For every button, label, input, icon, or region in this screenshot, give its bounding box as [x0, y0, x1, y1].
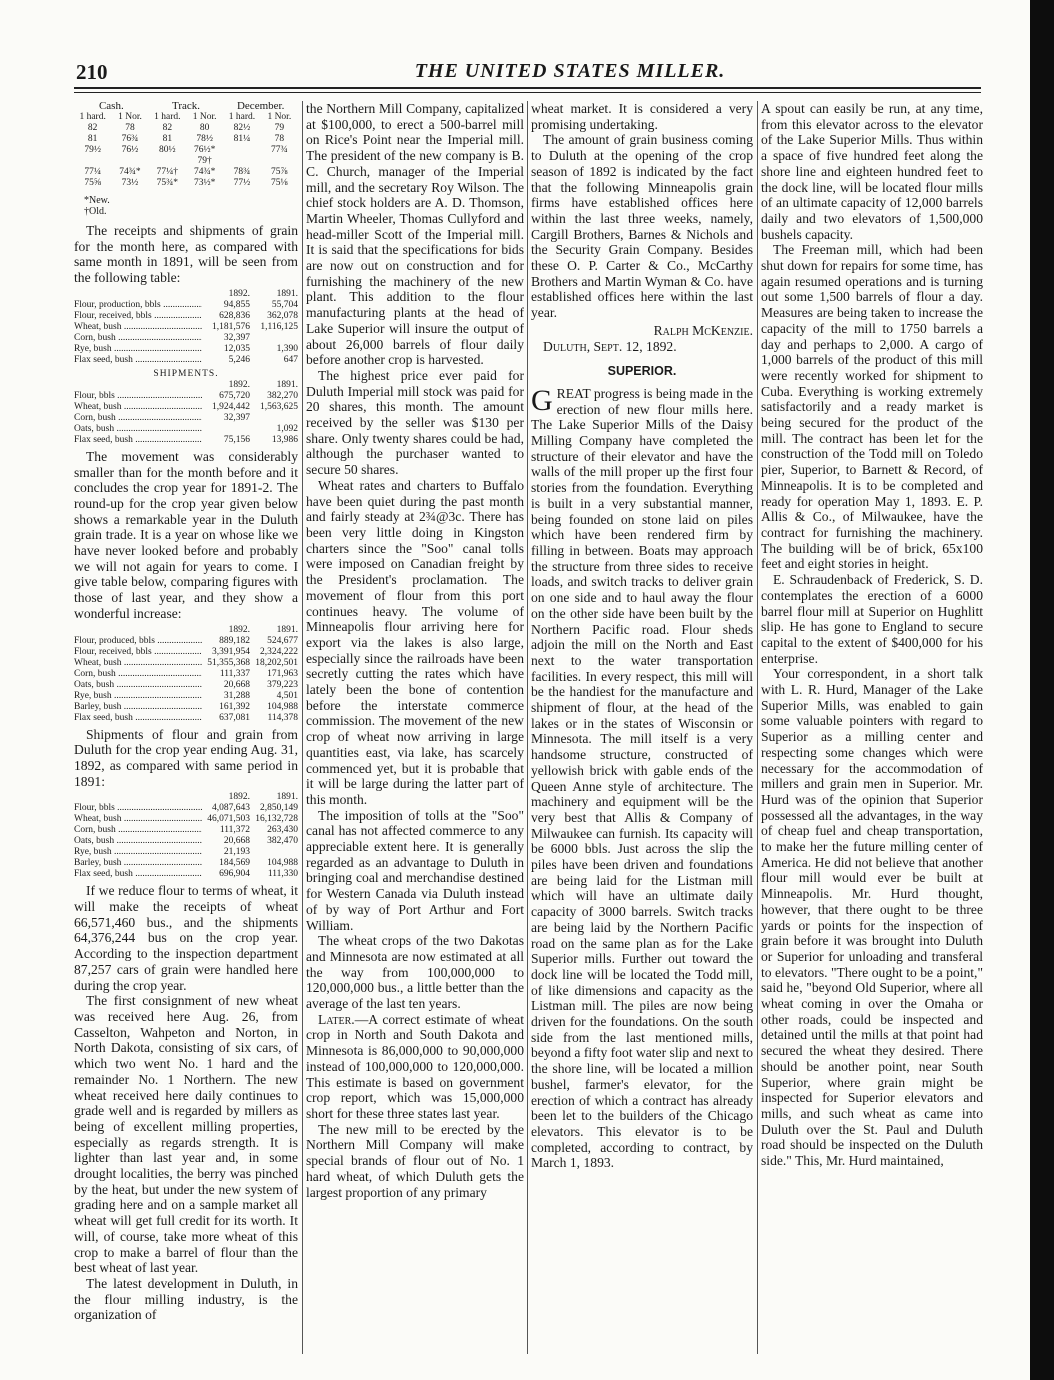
row-label: Oats, bush ..... [74, 424, 202, 435]
value-1892: 637,081 [219, 712, 250, 723]
section-title: SUPERIOR. [607, 364, 677, 379]
paragraph [306, 1012, 524, 1122]
row-label: Flax seed, bush ..... [74, 435, 202, 446]
row-label: Flax seed, bush ..... [74, 869, 202, 880]
price-cell: 78 [125, 123, 135, 133]
value-1892: 889,182 [219, 635, 250, 646]
dateline: Duluth, Sept. 12, 1892. [543, 338, 677, 354]
value-1891 [250, 333, 298, 344]
price-cell: 80 [199, 123, 210, 133]
value-1892: 94,855 [223, 299, 250, 310]
price-cell: 82 [162, 123, 173, 133]
table-row [74, 300, 298, 311]
column-divider [527, 101, 528, 1354]
paragraph: The highest price ever paid for Duluth Imperial mill stock was paid for 20 shares, this month. The amount received by the seller was $130 per share. Only twenty shares could be had, although the purchaser wanted to secure 50 shares. [306, 367, 524, 478]
column-2 [306, 101, 524, 1354]
value-1892: 1,924,442 [212, 401, 250, 412]
year-header: 1892. [228, 288, 250, 299]
value-1891: 111,330 [267, 869, 298, 880]
price-cell: 75⅝ [84, 178, 101, 188]
running-title: THE UNITED STATES MILLER. [414, 60, 726, 82]
paragraph: A spout can easily be run, at any time, from this elevator across to the elevator of the Lake Superior Mills. Thus within a space of five hundred feet along the shore line and eighteen hundred feet to the dock line, will be located flour mills of an ultimate capacity of 12,000 barrels daily and two elevators of 1,500,000 bushels capacity. [761, 101, 983, 242]
paragraph: the Northern Mill Company, capitalized at $100,000, to erect a 500-barrel mill on Rice's Point near the Imperial mill. The president of the new company is B. C. Church, manager of the Imperial mill, and the secretary Roy Wilson. The chief stock holders are A. D. Thomson, Martin Wheeler, Thomas Cullyford and head-miller Scott of the Imperial mill. It is said that the specifications for bids are now out on construction and for furnishing the machinery of the new plant. This addition to the flour manufacturing plants at the head of Lake Superior will insure the output of about 26,000 barrels of flour daily before another crop is harvested. [306, 101, 524, 368]
value-1892: 5,246 [228, 354, 250, 365]
row-label: Oats, bush ..... [74, 680, 202, 691]
price-subheader: 1 Nor. [118, 112, 142, 122]
row-label: Barley, bush ..... [74, 858, 202, 869]
price-subheader: 1 Nor. [192, 112, 217, 122]
price-cell [261, 156, 298, 167]
price-cell: 77½ [233, 178, 251, 188]
paragraph: The first consignment of new wheat was received here Aug. 26, from Casselton, Wahpeton and Norton, in North Dakota, consisting of six cars, of which two went No. 1 hard and the remainder No. 1 Northern. The new wheat received here daily continues to grade well and is regarded by millers as being of excellent milling properties, especially as regards strength. It is lighter than last year and, in some drought localities, the berry was pinched by the heat, but under the new system of grading here and on a sample market all wheat will get full credit for its worth. It will, of course, take more wheat of this crop to make a barrel of flour than the best wheat of last year. [74, 993, 298, 1276]
value-1892: 161,392 [219, 701, 250, 712]
value-1891: 104,988 [267, 858, 298, 869]
price-cell: 75⅞ [271, 167, 288, 177]
value-1891: 1,390 [276, 343, 298, 354]
price-cell: 74¾* [119, 167, 141, 177]
value-1891 [250, 413, 298, 424]
row-label: Wheat, bush ..... [74, 658, 202, 669]
row-label: Flour, production, bbls ..... [74, 300, 202, 311]
table-row [74, 814, 298, 825]
value-1891: 379,223 [267, 679, 298, 690]
value-1891: 1,563,625 [260, 401, 298, 412]
price-cell [74, 156, 111, 167]
value-1892: 3,391,954 [212, 646, 250, 657]
column-4 [761, 101, 983, 1354]
header-rule [74, 87, 981, 89]
header-rule-thin [74, 92, 981, 93]
price-cell: 76¾ [121, 134, 139, 144]
row-label: Oats, bush ..... [74, 836, 202, 847]
table-row [74, 658, 298, 669]
table-row [74, 402, 298, 413]
price-cell: 73½ [121, 178, 139, 188]
table-row [74, 847, 298, 858]
paragraph: The wheat crops of the two Dakotas and Minnesota are now estimated at all the way from 100,000,000 to 120,000,000 bus., a little better than the average of the last ten years. [306, 933, 524, 1012]
value-1892: 111,337 [219, 668, 250, 679]
row-label: Corn, bush ..... [74, 669, 202, 680]
value-1892: 628,836 [219, 310, 250, 321]
column-3 [531, 101, 753, 1354]
price-note: *New. [84, 195, 110, 206]
value-1892: 696,904 [219, 869, 250, 880]
price-cell: 78½ [196, 134, 213, 144]
value-1892: 31,288 [223, 690, 250, 701]
price-subheader: 1 Nor. [267, 112, 292, 122]
column-divider [757, 101, 758, 1354]
value-1891: 647 [283, 354, 298, 365]
row-label: Rye, bush ..... [74, 847, 202, 858]
row-label: Flour, bbls ..... [74, 391, 202, 402]
row-label: Flour, received, bbls ..... [74, 647, 202, 658]
value-1891: 55,704 [271, 299, 298, 310]
row-label: Barley, bush ..... [74, 702, 202, 713]
row-label: Flour, bbls ..... [74, 803, 202, 814]
paragraph [531, 383, 753, 1171]
table-row [74, 322, 298, 333]
table-row [74, 424, 298, 435]
price-cell: 81 [87, 134, 98, 144]
value-1891: 171,963 [267, 668, 298, 679]
table-row [74, 702, 298, 713]
row-label: Flax seed, bush ..... [74, 713, 202, 724]
row-label: Wheat, bush ..... [74, 814, 202, 825]
value-1891: 13,986 [271, 434, 298, 445]
value-1892: 20,668 [223, 836, 250, 847]
row-label: Flour, received, bbls ..... [74, 311, 202, 322]
table-row [74, 391, 298, 402]
value-1891: 382,270 [267, 390, 298, 401]
paragraph: The receipts and shipments of grain for the month here, as compared with same month in 1891, will be seen from the following table: [74, 223, 298, 286]
price-table-notes [84, 195, 298, 217]
value-1892: 75,156 [223, 434, 250, 445]
value-1892: 184,569 [219, 858, 250, 869]
value-1892: 20,668 [223, 679, 250, 690]
value-1892: 1,181,576 [212, 321, 250, 332]
year-header: 1891. [276, 288, 298, 299]
year-header: 1892. [228, 379, 250, 390]
price-cell [149, 156, 186, 167]
price-cell: 78¾ [233, 167, 251, 177]
crop-year-receipts-table [74, 625, 298, 724]
table-header [74, 289, 298, 300]
value-1892: 12,035 [223, 343, 250, 354]
paragraph: Wheat rates and charters to Buffalo have been quiet during the past month and fairly steady at 2¾@3c. There has been very little doing in Kingston charters since the "Soo" canal tolls were imposed on Canadian freight by the President's proclamation. The movement of flour from this port continues heavy. The volume of Minneapolis flour arriving here for export via the lakes is also large, especially since the railroads have been secretly cutting the rates which have lately been the bone of contention before the interstate commerce commission. The movement of the new crop of wheat now arriving in large quantities east, via lake, has scarcely commenced yet, but it is probable that it will be large during the latter part of this month. [306, 477, 524, 807]
value-1891: 1,116,125 [260, 321, 298, 332]
table-row [74, 344, 298, 355]
price-cell [111, 156, 148, 167]
price-cell: 73½* [193, 178, 216, 188]
price-table [74, 101, 298, 189]
receipts-table [74, 289, 298, 366]
price-subheader: 1 hard. [228, 112, 256, 122]
value-1891: 382,470 [267, 836, 298, 847]
price-cell: 77¼ [84, 167, 101, 177]
table-row [74, 869, 298, 880]
table-row [74, 636, 298, 647]
paragraph: The new mill to be erected by the Northern Mill Company will make special brands of flour out of No. 1 hard wheat, of which Duluth gets the largest proportion of any primary [306, 1121, 524, 1200]
value-1892: 4,087,643 [212, 803, 250, 814]
value-1891: 362,078 [267, 310, 298, 321]
price-cell: 80½ [159, 145, 176, 155]
value-1891: 114,378 [267, 712, 298, 723]
price-cell: 75⅛ [271, 178, 288, 188]
paragraph: wheat market. It is considered a very promising undertaking. [531, 101, 753, 132]
table-row [74, 858, 298, 869]
price-cell: 78 [274, 134, 285, 144]
superior-text: REAT progress is being made in the erection of new flour mills here. The Lake Superior Mills of the Daisy Milling Company have completed the structure of their elevator and have the walls of the mill proper up the first four stories from the foundation. Everything is built in a very substantial manner, being founded on stone laid on piles which have been rendered firm by filling in between. Boats may approach the structure from three sides to receive loads, and switch tracks to deliver grain on one side and to haul away the flour on the other side have been built by the Northern Pacific road. Flour sheds adjoin the mill on the North and East next to the water transportation facilities. In every respect, this mill will be the handiest for the manufacture and shipment of flour, at the head of the lakes or in the states of Wisconsin or Minnesota. The mill itself is a very handsome structure, constructed of yellowish brick with gable ends of the Queen Anne style of architecture. The machinery and equipment will be the very best that Allis & Company of Milwaukee can furnish. Its capacity will be 6000 bbls. Just across the slip the piles have been driven and foundations are being laid for the Listman mill which will have an ultimate daily capacity of 3000 barrels. Switch tracks are being laid by the Northern Pacific road on the same plan as for the Lake Superior mills. Further out toward the dock line will be located the Todd mill, of like dimensions and capacity as the Listman mill. The piles are now being driven for the foundations. On the south side from the last mentioned mills, beyond a fifty foot water slip and next to the shore line, will be located a million bushel, farmer's elevator, for the erection of which a contract has already been let to the builders of the Chicago elevators. This elevator is to be completed, according to contract, by March 1, 1893. [531, 385, 753, 1171]
row-label: Flax seed, bush ..... [74, 355, 202, 366]
row-label: Corn, bush ..... [74, 333, 202, 344]
table-row [74, 647, 298, 658]
table-row [74, 435, 298, 446]
value-1891: 524,677 [267, 635, 298, 646]
paragraph: The imposition of tolls at the "Soo" canal has not affected commerce to any appreciable extent here. It is generally regarded as an advantage to Duluth in bringing coal and merchandise destined for Western Canada via Duluth instead of by way of Port Arthur and Fort William. [306, 807, 524, 933]
scan-edge [1030, 0, 1054, 1380]
table-caption: SHIPMENTS. [153, 368, 219, 379]
page-number: 210 [76, 60, 108, 84]
signature: Ralph McKenzie. [653, 322, 753, 338]
price-group-header: Cash. [98, 101, 124, 112]
price-cell: 81¼ [233, 134, 251, 144]
row-label: Wheat, bush ..... [74, 322, 202, 333]
price-subheader: 1 hard. [154, 112, 181, 122]
value-1891: 16,132,728 [255, 814, 298, 825]
paragraph: The movement was considerably smaller than for the month before and it concludes the crop year for 1891-2. The round-up for the crop year given below shows a remarkable year in the Duluth grain trade. It is a year on whose like we have never looked before and probably we will not again for years to come. I give table below, comparing figures with those of last year, and they show a wonderful increase: [74, 448, 298, 621]
table-header [74, 380, 298, 391]
price-cell: 76½* [193, 145, 216, 155]
year-header: 1891. [276, 792, 298, 803]
value-1892: 32,397 [223, 332, 250, 343]
value-1891: 4,501 [276, 690, 298, 701]
table-row [74, 713, 298, 724]
value-1891: 104,988 [267, 701, 298, 712]
price-cell: 76½ [121, 145, 139, 155]
table-row [74, 680, 298, 691]
price-cell: 77¾ [271, 145, 288, 155]
value-1891: 1,092 [276, 423, 298, 434]
drop-cap: G [531, 383, 553, 417]
column-1 [74, 101, 298, 1354]
table-row [74, 836, 298, 847]
price-note: †Old. [84, 206, 107, 217]
year-header: 1892. [228, 624, 250, 635]
value-1892: 46,071,503 [207, 814, 250, 825]
year-header: 1891. [276, 624, 298, 635]
row-label: Corn, bush ..... [74, 825, 202, 836]
crop-year-shipments-table [74, 792, 298, 880]
row-label: Rye, bush ..... [74, 344, 202, 355]
price-cell: 75¾* [156, 178, 178, 188]
paragraph: If we reduce flour to terms of wheat, it will make the receipts of wheat 66,571,460 bus., and the shipments 64,376,244 bus on the crop year. According to the inspection department 87,257 cars of grain were handled here during the crop year. [74, 883, 298, 993]
price-group-header: Track. [171, 101, 200, 112]
value-1891 [250, 847, 298, 858]
shipments-table [74, 369, 298, 446]
table-row [74, 803, 298, 814]
value-1891: 18,202,501 [255, 657, 298, 668]
later-text: —A correct estimate of wheat crop in North and South Dakota and Minnesota is 86,000,000 to 90,000,000 instead of 100,000,000 to 120,000,000. This estimate is based on government crop report, which was 15,000,000 short for these three states last year. [306, 1011, 524, 1121]
paragraph: The amount of grain business coming to Duluth at the opening of the crop season of 1892 is indicated by the fact that the following Minneapolis grain firms have established offices here within the last three weeks, namely, Cargill Brothers, Barnes & Nichols and the Security Grain Company. Besides these O. P. Carter & Co., McCarthy Brothers and Martin Wyman & Co. have established offices here within the last year. [531, 132, 753, 321]
row-label: Wheat, bush ..... [74, 402, 202, 413]
row-label: Flour, produced, bbls ..... [74, 636, 202, 647]
row-label: Corn, bush ..... [74, 413, 202, 424]
value-1892: 111,372 [219, 825, 250, 836]
price-cell: 82 [87, 123, 98, 133]
table-row [74, 333, 298, 344]
value-1891: 2,324,222 [260, 646, 298, 657]
table-row [74, 311, 298, 322]
value-1891: 2,850,149 [260, 803, 298, 814]
price-cell: 79 [274, 123, 285, 133]
later-label: Later. [318, 1011, 355, 1027]
paragraph: E. Schraudenback of Frederick, S. D. contemplates the erection of a 6000 barrel flour mill at Superior on Hughlitt slip. He has gone to England to secure capital to the extent of $400,000 for his enterprise. [761, 572, 983, 666]
year-header: 1892. [228, 792, 250, 803]
price-cell [223, 156, 260, 167]
price-cell: 74¾* [193, 167, 216, 177]
paragraph: The Freeman mill, which had been shut down for repairs for some time, has again resumed operations and is turning out some 1,500 barrels of flour a day. Measures are being taken to increase the capacity of the mill to 1750 barrels a day and perhaps to 2,000. A cargo of 1,000 barrels of the product of this mill were recently worked for shipment to Cuba. Everything is working extremely satisfactorily and a ready market is being secured for the product of the mill. The contract has been let for the construction of the Todd mill on Toledo pier, Superior, to Barnett & Record, of Minneapolis. It is to be completed and ready for operation May 1, 1893. E. P. Allis & Co., of Milwaukee, have the contract for furnishing the machinery. The building will be of brick, 65x100 feet and eight stories in height. [761, 242, 983, 572]
table-row [74, 825, 298, 836]
paragraph: The latest development in Duluth, in the flour milling industry, is the organization of [74, 1275, 298, 1323]
price-cell: 81 [162, 134, 173, 144]
value-1892: 32,397 [223, 412, 250, 423]
value-1892: 21,193 [223, 847, 250, 858]
table-row [74, 669, 298, 680]
value-1892 [202, 424, 250, 435]
price-group-header: December. [236, 101, 285, 112]
price-cell [223, 145, 260, 156]
price-cell: 79½ [84, 145, 101, 155]
value-1891: 263,430 [267, 825, 298, 836]
table-row [74, 413, 298, 424]
table-header [74, 625, 298, 636]
paragraph: Your correspondent, in a short talk with L. R. Hurd, Manager of the Lake Superior Mills, was enabled to gain some valuable pointers with regard to Superior as a milling center and respecting some changes which were necessary for the accommodation of millers and grain men in Superior. Mr. Hurd was of the opinion that Superior possessed all the advantages, in the way of cheap fuel and cheap transportation, to make her the future milling center of America. He did not believe that another flour mill would ever be built at Minneapolis. Mr. Hurd thought, however, that there ought to be three yards or points for the inspection of grain before it was brought into Duluth or Superior for unloading and transferal to elevators. "There ought to be a point," said he, "beyond Old Superior, where all wheat coming in over the Omaha or other roads, could be inspected and detained until the mills at that point had secured the wheat they desired. There should be another point, near South Superior, where grain might be inspected for Superior elevators and mills, and such wheat as came into Duluth over the St. Paul and Duluth road should be inspected on the Duluth side." This, Mr. Hurd maintained, [761, 666, 983, 1169]
row-label: Rye, bush ..... [74, 691, 202, 702]
table-header [74, 792, 298, 803]
price-cell: 82½ [233, 123, 251, 133]
price-cell: 77¼† [156, 167, 178, 177]
price-subheader: 1 hard. [79, 112, 106, 122]
price-cell: 79† [197, 156, 212, 166]
paragraph: Shipments of flour and grain from Duluth for the crop year ending Aug. 31, 1892, as compared with same period in 1891: [74, 726, 298, 789]
value-1892: 51,355,368 [207, 657, 250, 668]
table-row [74, 691, 298, 702]
value-1892: 675,720 [219, 390, 250, 401]
table-row [74, 355, 298, 366]
year-header: 1891. [276, 379, 298, 390]
column-divider [302, 101, 303, 1354]
